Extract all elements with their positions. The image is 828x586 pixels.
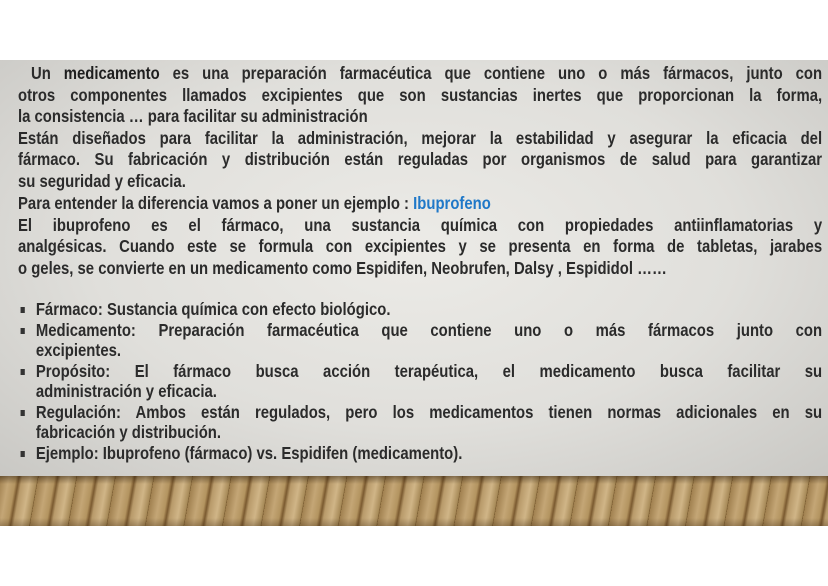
bullet-square-icon xyxy=(21,369,25,375)
definition-line: la consistencia … para facilitar su administración xyxy=(18,106,368,126)
list-item xyxy=(18,361,822,382)
bullet-text: Fármaco: Sustancia química con efecto biológico. xyxy=(35,299,391,319)
list-item-continuation: fabricación y distribución. xyxy=(35,422,222,442)
bullet-square-icon xyxy=(21,451,25,457)
text: Un xyxy=(18,63,64,83)
list-item xyxy=(18,299,822,320)
list-item xyxy=(18,320,822,341)
example-line: o geles, se convierte en un medicamento como Espidifen, Neobrufen, Dalsy , Espididol …… xyxy=(18,257,667,278)
bold-term: medicamento xyxy=(63,63,160,83)
bullet-text: Propósito: El fármaco busca acción terapéutica, el medicamento busca facilitar su xyxy=(35,360,823,381)
example-intro xyxy=(18,193,822,215)
slide-text xyxy=(18,63,823,463)
example-line: analgésicas. Cuando este se formula con excipientes y se presenta en forma de tabletas, jarabes xyxy=(18,236,823,256)
list-item xyxy=(18,443,822,464)
definition-line xyxy=(18,63,822,85)
wood-floor-decoration xyxy=(0,476,828,526)
bullet-square-icon xyxy=(21,307,25,313)
purpose-line: fármaco. Su fabricación y distribución están reguladas por organismos de salud para garantizar xyxy=(18,149,823,169)
example-line: El ibuprofeno es el fármaco, una sustancia química con propiedades antiinflamatorias y xyxy=(18,214,823,235)
highlight-ibuprofeno: Ibuprofeno xyxy=(413,193,491,213)
bullet-list xyxy=(18,299,822,463)
definition-line: otros componentes llamados excipientes que son sustancias inertes que proporcionan la forma, xyxy=(18,84,823,105)
list-item xyxy=(18,402,822,423)
bullet-text: Regulación: Ambos están regulados, pero los medicamentos tienen normas adicionales en su xyxy=(35,401,823,422)
bullet-square-icon xyxy=(21,328,25,334)
text: es una preparación farmacéutica que contiene uno o más fármacos, junto con xyxy=(159,63,823,83)
bullet-text: Medicamento: Preparación farmacéutica que contiene uno o más fármacos junto con xyxy=(35,319,823,340)
list-item-continuation: administración y eficacia. xyxy=(35,381,217,401)
bullet-square-icon xyxy=(21,410,25,416)
purpose-line: Están diseñados para facilitar la administración, mejorar la estabilidad y asegurar la eficacia del xyxy=(18,127,823,148)
text: Para entender la diferencia vamos a poner un ejemplo : xyxy=(18,193,414,213)
purpose-line: su seguridad y eficacia. xyxy=(18,170,186,191)
list-item-continuation: excipientes. xyxy=(35,340,122,360)
bullet-text: Ejemplo: Ibuprofeno (fármaco) vs. Espidifen (medicamento). xyxy=(35,442,463,463)
